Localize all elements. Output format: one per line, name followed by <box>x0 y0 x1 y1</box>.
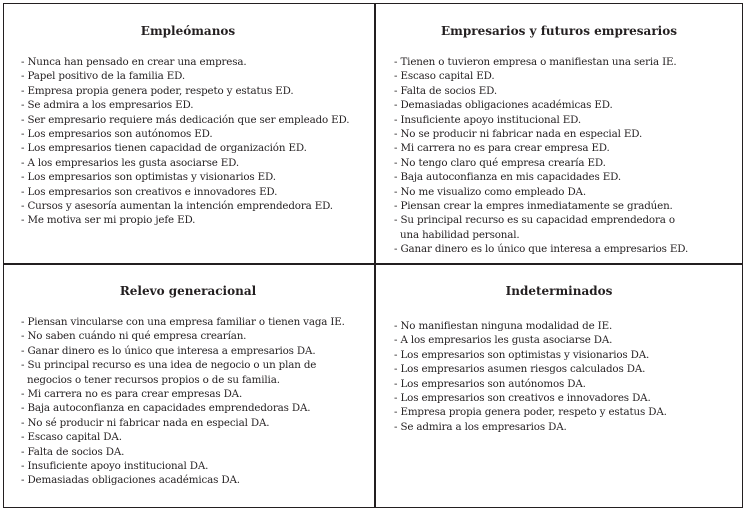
list-item: - Falta de socios DA. <box>21 445 125 458</box>
list-item: - Los empresarios son optimistas y visionarios DA. <box>394 348 650 361</box>
cell-title: Indeterminados <box>505 284 613 298</box>
list-item: - Los empresarios son creativos e innovadores DA. <box>394 392 651 405</box>
list-item: - Papel positivo de la familia ED. <box>21 70 185 83</box>
list-item: - Insuficiente apoyo institucional ED. <box>394 113 581 126</box>
list-item: - Mi carrera no es para crear empresa ED. <box>394 142 610 155</box>
list-item: - Demasiadas obligaciones académicas DA. <box>21 474 240 487</box>
list-item: - Ganar dinero es lo único que interesa a empresarios ED. <box>394 243 689 256</box>
list-item: - No sé producir ni fabricar nada en especial DA. <box>21 416 270 429</box>
cell-title: Empresarios y futuros empresarios <box>441 24 677 38</box>
list-item: - A los empresarios les gusta asociarse ED. <box>21 156 239 169</box>
list-item: - Nunca han pensado en crear una empresa. <box>21 56 247 68</box>
list-item: - Su principal recurso es su capacidad emprendedora o una habilidad personal. <box>394 214 675 241</box>
list-item: - Demasiadas obligaciones académicas ED. <box>394 99 613 112</box>
list-item: - Los empresarios son creativos e innovadores ED. <box>21 185 278 198</box>
list-item: - Los empresarios son autónomos DA. <box>394 377 586 390</box>
list-item: - Los empresarios tienen capacidad de organización ED. <box>21 142 307 155</box>
item-list <box>394 319 667 434</box>
column-divider <box>374 4 376 507</box>
list-item: - Falta de socios ED. <box>394 84 497 97</box>
list-item: - Se admira a los empresarios ED. <box>21 99 194 112</box>
cell-title: Relevo generacional <box>119 284 257 298</box>
list-item: - Mi carrera no es para crear empresas DA. <box>21 388 243 401</box>
list-item: - Piensan crear la empres inmediatamente se gradúen. <box>394 200 673 213</box>
item-list <box>21 55 349 228</box>
list-item: - A los empresarios les gusta asociarse DA. <box>394 334 613 347</box>
list-item: - No se producir ni fabricar nada en especial ED. <box>394 128 643 141</box>
item-list <box>394 55 688 257</box>
list-item: - No saben cuándo ni qué empresa crearían. <box>21 330 247 343</box>
row-divider <box>4 263 742 265</box>
list-item: - Escaso capital DA. <box>21 431 122 444</box>
list-item: - Me motiva ser mi propio jefe ED. <box>21 214 196 227</box>
list-item: - Piensan vincularse con una empresa familiar o tienen vaga IE. <box>21 316 345 328</box>
list-item: - Ser empresario requiere más dedicación que ser empleado ED. <box>21 113 350 126</box>
list-item: - Ganar dinero es lo único que interesa a empresarios DA. <box>21 344 316 357</box>
list-item: - Insuficiente apoyo institucional DA. <box>21 460 209 473</box>
list-item: - Empresa propia genera poder, respeto y estatus DA. <box>394 406 667 419</box>
list-item: - No me visualizo como empleado DA. <box>394 185 586 198</box>
list-item: - Empresa propia genera poder, respeto y estatus ED. <box>21 84 294 97</box>
list-item: - Los empresarios son optimistas y visionarios ED. <box>21 171 276 184</box>
list-item: - No manifiestan ninguna modalidad de IE. <box>394 320 613 332</box>
list-item: - Baja autoconfianza en capacidades emprendedoras DA. <box>21 402 311 415</box>
list-item: - Escaso capital ED. <box>394 70 495 83</box>
list-item: - Los empresarios asumen riesgos calculados DA. <box>394 363 646 376</box>
list-item: - No tengo claro qué empresa crearía ED. <box>394 156 606 169</box>
list-item: - Baja autoconfianza en mis capacidades ED. <box>394 171 621 184</box>
cell-title: Empleómanos <box>140 24 236 38</box>
list-item: - Se admira a los empresarios DA. <box>394 420 567 433</box>
list-item: - Su principal recurso es una idea de negocio o un plan de negocios o tener recursos propios o de su familia. <box>21 359 317 386</box>
list-item: - Los empresarios son autónomos ED. <box>21 128 213 141</box>
item-list <box>21 315 345 488</box>
list-item: - Cursos y asesoría aumentan la intención emprendedora ED. <box>21 200 333 213</box>
profiles-table <box>3 3 743 508</box>
list-item: - Tienen o tuvieron empresa o manifiestan una seria IE. <box>394 56 677 68</box>
